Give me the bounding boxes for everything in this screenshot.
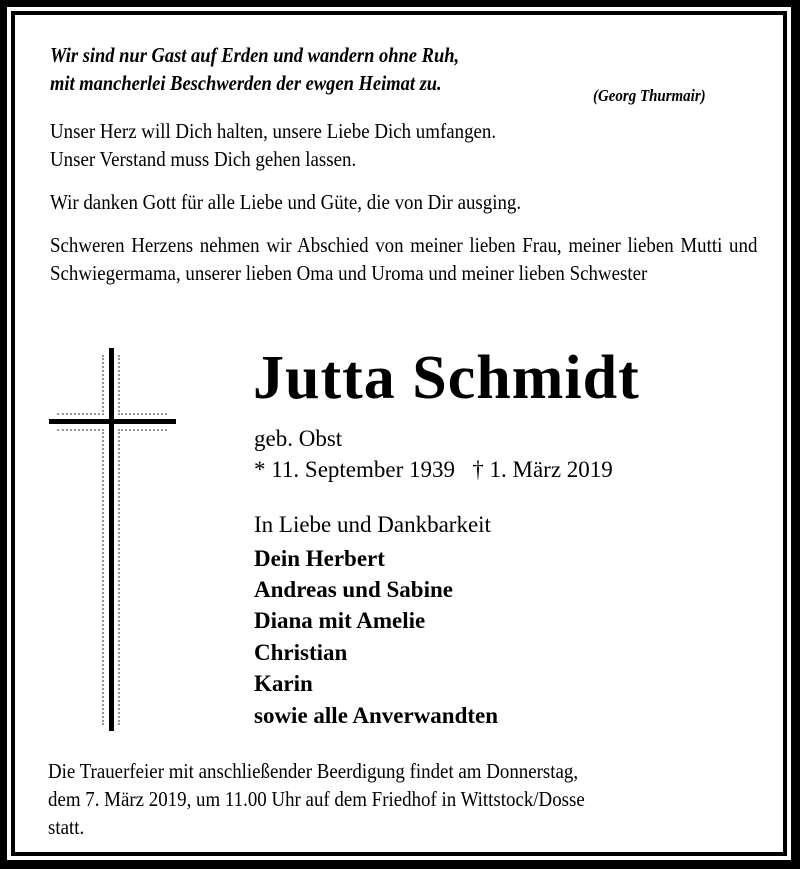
mourner-name: sowie alle Anverwandten — [254, 703, 499, 728]
mourner-name: Karin — [254, 671, 313, 696]
mourners-heading: In Liebe und Dankbarkeit — [254, 512, 491, 537]
funeral-line-1: Die Trauerfeier mit anschließender Beerdigung findet am Donnerstag, — [48, 759, 579, 783]
mourner-name: Diana mit Amelie — [254, 608, 426, 633]
intro-line-2: Unser Verstand muss Dich gehen lassen. — [50, 147, 357, 171]
mourner-name: Dein Herbert — [254, 546, 385, 571]
thanks-line: Wir danken Gott für alle Liebe und Güte, die von Dir ausging. — [50, 190, 522, 214]
quote-line-2: mit mancherlei Beschwerden der ewgen Heimat zu. — [50, 71, 442, 95]
farewell-paragraph: Schweren Herzens nehmen wir Abschied von meiner lieben Frau, meiner lieben Mutti und Schwiegermama, unserer lieben Oma und Uroma und meiner lieben Schwester — [50, 233, 758, 285]
funeral-line-2: dem 7. März 2019, um 11.00 Uhr auf dem Friedhof in Wittstock/Dosse — [48, 787, 585, 811]
quote-author: (Georg Thurmair) — [593, 86, 706, 105]
life-dates: * 11. September 1939 † 1. März 2019 — [254, 457, 613, 482]
funeral-line-3: statt. — [48, 815, 85, 839]
mourner-name: Christian — [254, 640, 348, 665]
quote-line-1: Wir sind nur Gast auf Erden und wandern ohne Ruh, — [50, 43, 460, 67]
maiden-name: geb. Obst — [254, 426, 343, 451]
intro-line-1: Unser Herz will Dich halten, unsere Liebe Dich umfangen. — [50, 119, 497, 143]
deceased-name: Jutta Schmidt — [253, 344, 640, 412]
mourner-name: Andreas und Sabine — [254, 577, 453, 602]
